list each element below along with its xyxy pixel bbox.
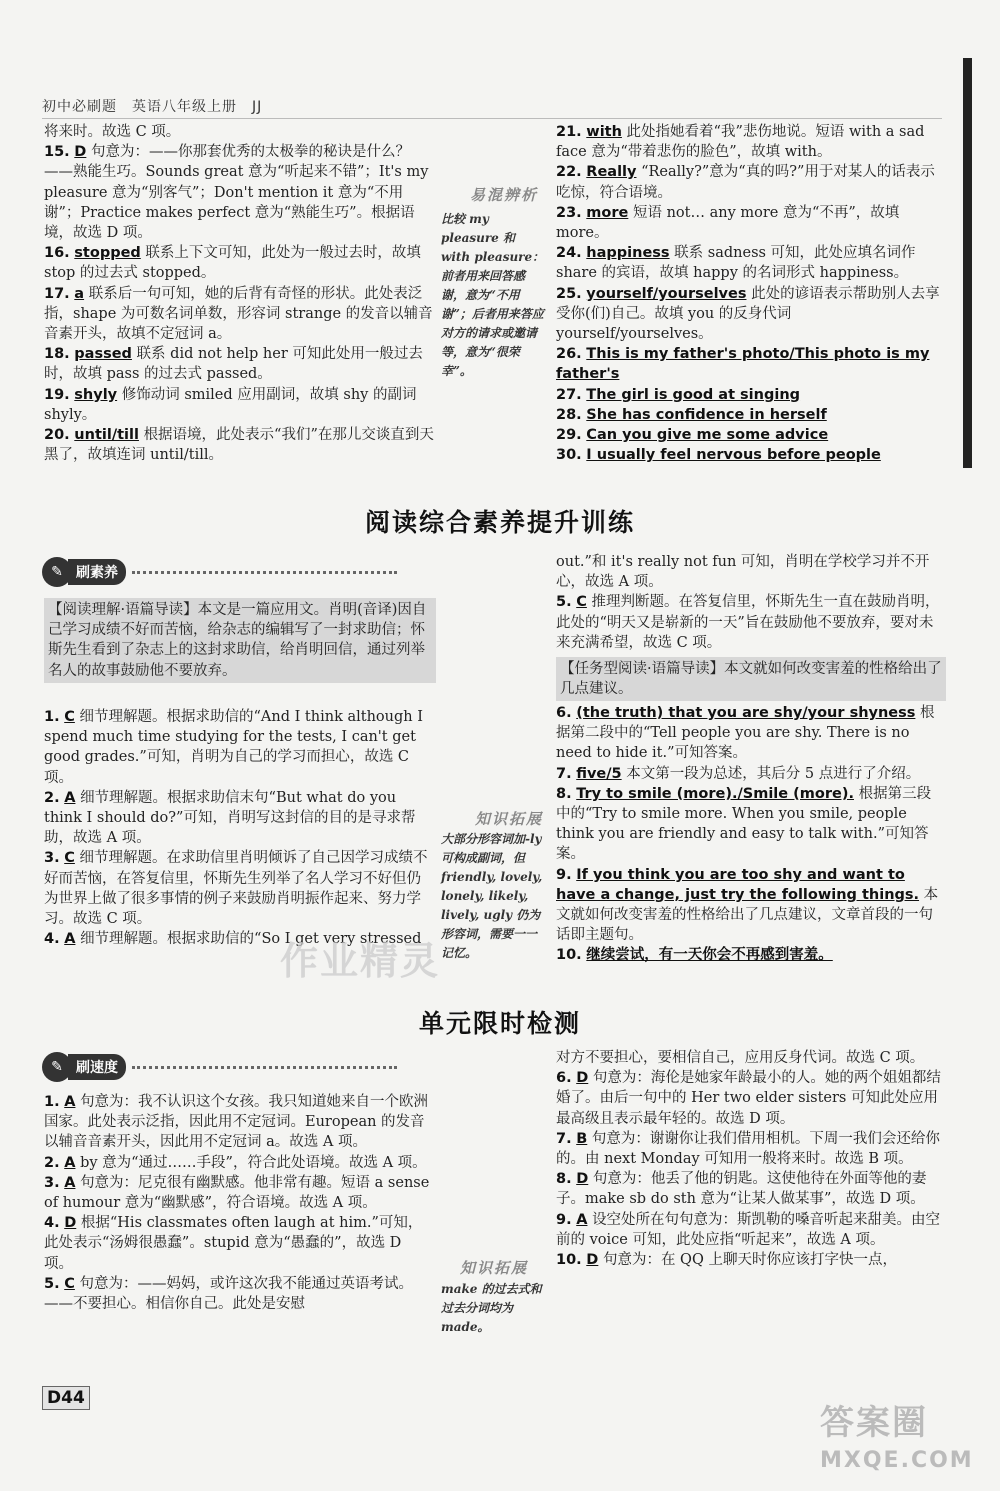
item-explanation: 对方不要担心，要相信自己，应用反身代词。故选 C 项。 (556, 1050, 925, 1066)
item-explanation: 句意为：——妈妈，或许这次我不能通过英语考试。——不要担心。相信你自己。此处是安慰 (44, 1275, 413, 1313)
item-answer: A (576, 1211, 588, 1228)
side-note-3-title: 知识拓展 (460, 1259, 529, 1277)
item-explanation: 细节理解题。根据求助信的“So I get very stressed (80, 931, 422, 948)
item-number: 29. (556, 427, 582, 444)
item-answer: She has confidence in herself (586, 406, 827, 423)
item-explanation: 句意为：海伦是她家年龄最小的人。她的两个姐姐都结婚了。由后一句中的 Her two elder sisters 可知此处应用最高级且表示最年轻的。故选 D 项。 (556, 1070, 941, 1127)
item-number: 4. (44, 1215, 60, 1232)
pencil-icon: ✎ (42, 1052, 72, 1082)
item-answer: five/5 (576, 765, 622, 782)
badge-label: 刷速度 (68, 1054, 126, 1080)
item-answer: I usually feel nervous before people (586, 447, 881, 464)
answer-item (556, 784, 944, 865)
section2-left-column (44, 1092, 432, 1314)
answer-item (556, 1129, 944, 1169)
answer-item (556, 203, 944, 243)
item-answer: passed (74, 346, 132, 363)
item-answer: D (74, 144, 87, 161)
item-explanation: 句意为：我不认识这个女孩。我只知道她来自一个欧洲国家。此处表示泛指，因此用不定冠词。European 的发音以辅音音素开头，因此用不定冠词 a。故选 A 项。 (44, 1094, 429, 1151)
answer-item (556, 1068, 944, 1129)
answer-item (44, 1274, 432, 1314)
answer-item (44, 385, 434, 425)
answer-item (44, 848, 432, 929)
answer-item (44, 344, 434, 384)
item-number: 6. (556, 705, 572, 721)
item-number: 10. (556, 947, 582, 964)
left-top-column (44, 122, 434, 465)
item-answer: A (64, 931, 76, 948)
answer-item (44, 1153, 432, 1173)
answer-item (556, 425, 944, 445)
item-explanation: 细节理解题。根据求助信末句“But what do you think I should do?”可知，肖明写这封信的目的是寻求帮助，故选 A 项。 (44, 789, 416, 847)
item-answer: D (64, 1215, 77, 1232)
item-explanation: 将来时。故选 C 项。 (44, 124, 181, 140)
answer-item (556, 284, 944, 345)
item-explanation: 推理判断题。在答复信里，怀斯先生一直在鼓励肖明，此处的“明天又是崭新的一天”旨在鼓励他不要放弃，要对未来充满希望，故选 C 项。 (556, 594, 940, 651)
answer-item (556, 703, 944, 764)
item-number: 10. (556, 1252, 582, 1269)
item-explanation: 句意为：他丢了他的钥匙。这使他待在外面等他的妻子。make sb do sth 意为“让某人做某事”，故选 D 项。 (556, 1171, 927, 1208)
item-number: 23. (556, 204, 582, 221)
item-explanation: 根据语境，此处表示“我们”在那儿交谈直到天黑了，故填连词 until/till。 (44, 427, 434, 464)
item-explanation: 联系 did not help her 可知此处用一般过去时，故填 pass 的过去式 passed。 (44, 346, 423, 383)
item-answer: C (64, 850, 75, 867)
badge-shusuyang (42, 557, 397, 587)
item-explanation: 此处指她看着“我”悲伤地说。短语 with a sad face 意为“带着悲伤的脸色”，故填 with。 (556, 124, 925, 161)
header-divider (42, 118, 942, 119)
reading-guide-box: 【阅读理解·语篇导读】本文是一篇应用文。肖明(音译)因自己学习成绩不好而苦恼，给杂志的编辑写了一封求助信；怀斯先生看到了杂志上的这封求助信，给肖明回信，通过列举名人的故事鼓励他不要放弃。 (44, 598, 436, 683)
answer-item (556, 1048, 944, 1068)
item-number: 28. (556, 406, 582, 423)
page-header: 初中必刷题 英语八年级上册 JJ (42, 99, 263, 115)
item-answer: C (64, 1275, 75, 1292)
item-number: 3. (44, 850, 60, 867)
item-explanation: 细节理解题。根据求助信的“And I think although I spend much time studying for the tests, I can't get good grades.”可知，肖明为自己的学习而担心，故选 C 项。 (44, 709, 423, 786)
answer-item (44, 1173, 432, 1213)
item-answer: B (576, 1130, 588, 1147)
answer-item (556, 945, 944, 965)
item-number: 24. (556, 245, 582, 262)
badge-label: 刷素养 (68, 559, 126, 585)
item-explanation: out.”和 it's really not fun 可知，肖明在学校学习并不开心，故选 A 项。 (556, 554, 930, 591)
item-answer: happiness (586, 245, 670, 262)
answer-item (556, 764, 944, 784)
dotted-divider (132, 1066, 397, 1069)
item-number: 25. (556, 285, 582, 302)
item-answer: A (64, 1174, 76, 1191)
section-title-unit-test: 单元限时检测 (418, 1009, 581, 1038)
item-answer: a (74, 285, 85, 302)
item-explanation: 联系上下文可知，此处为一般过去时，故填 stop 的过去式 stopped。 (44, 245, 421, 282)
item-answer: If you think you are too shy and want to have a change, just try the following things. (556, 866, 920, 903)
section2-right-column (556, 1048, 944, 1270)
item-number: 26. (556, 346, 582, 363)
item-answer: A (64, 1094, 76, 1110)
item-explanation: 根据第二段中的“Tell people you are shy. There is no need to hide it.”可知答案。 (556, 705, 935, 762)
item-explanation: 联系 sadness 可知，此处应填名词作 share 的宾语，故填 happy 的名词形式 happiness。 (556, 245, 916, 282)
item-explanation: 短语 not… any more 意为“不再”，故填 more。 (556, 204, 900, 242)
answer-item (556, 1210, 944, 1250)
item-number: 5. (44, 1275, 60, 1292)
item-number: 6. (556, 1070, 572, 1087)
answer-item (556, 592, 944, 653)
answer-item (44, 788, 432, 849)
answer-item (44, 707, 432, 788)
item-answer: D (586, 1252, 599, 1269)
item-number: 3. (44, 1174, 60, 1191)
pencil-icon: ✎ (42, 557, 72, 587)
item-number: 30. (556, 447, 582, 464)
answer-item (44, 425, 434, 465)
item-answer: Really (586, 164, 637, 181)
item-number: 21. (556, 124, 582, 140)
item-explanation: 句意为：在 QQ 上聊天时你应该打字快一点， (602, 1252, 897, 1269)
answer-item (556, 405, 944, 425)
answer-item (556, 344, 944, 384)
side-note-2: 大部分形容词加-ly 可构成副词，但 friendly, lovely, lonely, likely, lively, ugly 仍为形容词，需要一一记忆。 (441, 832, 543, 960)
item-number: 9. (556, 1211, 572, 1228)
section1-right-column-2 (556, 703, 944, 966)
section1-left-column (44, 707, 432, 949)
item-number: 1. (44, 709, 60, 725)
dotted-divider (132, 571, 397, 574)
badge-shusudu (42, 1052, 397, 1082)
item-explanation: 根据“His classmates often laugh at him.”可知，此处表示“汤姆很愚蠢”。stupid 意为“愚蠢的”，故选 D 项。 (44, 1215, 423, 1272)
item-explanation: “Really?”意为“真的吗?”用于对某人的话表示吃惊，符合语境。 (556, 164, 935, 201)
watermark-bottom-right: 答案圈 (820, 1403, 928, 1443)
answer-item (556, 552, 944, 592)
section-title-reading: 阅读综合素养提升训练 (364, 508, 635, 537)
item-answer: 继续尝试，有一天你会不再感到害羞。 (586, 947, 833, 964)
side-note-3: make 的过去式和过去分词均为 made。 (441, 1282, 542, 1334)
item-answer: Can you give me some advice (586, 427, 829, 444)
item-number: 27. (556, 386, 582, 403)
item-explanation: 句意为：——你那套优秀的太极拳的秘诀是什么？——熟能生巧。Sounds great 意为“听起来不错”；It's my pleasure 意为“别客气”；Don't mention it 意为“不用谢”；Practice makes perfect 意为“熟能生巧”。根据语境，故选 D 项。 (44, 144, 429, 242)
item-answer: C (64, 709, 75, 725)
answer-item (44, 122, 434, 142)
page-number: D44 (42, 1386, 90, 1410)
answer-item (556, 243, 944, 283)
item-explanation: 联系后一句可知，她的后背有奇怪的形状。此处表泛指，shape 为可数名词单数，形容词 strange 的发音以辅音音素开头，故填不定冠词 a。 (44, 285, 433, 343)
item-answer: with (586, 124, 622, 140)
answer-item (44, 284, 434, 345)
right-top-column (556, 122, 944, 465)
item-number: 8. (556, 1171, 572, 1188)
item-answer: more (586, 204, 629, 221)
side-note-1: 比较 my pleasure 和 with pleasure：前者用来回答感谢，意为“不用谢”；后者用来答应对方的请求或邀请等，意为“很荣幸”。 (441, 212, 545, 378)
item-number: 16. (44, 245, 70, 262)
item-number: 7. (556, 765, 572, 782)
item-number: 2. (44, 789, 60, 806)
item-number: 18. (44, 346, 70, 363)
item-number: 19. (44, 386, 70, 403)
answer-item (556, 122, 944, 162)
item-number: 2. (44, 1154, 60, 1171)
answer-item (556, 865, 944, 946)
item-number: 15. (44, 144, 70, 161)
answer-item (44, 1092, 432, 1153)
item-explanation: 句意为：谢谢你让我们借用相机。下周一我们会还给你的。由 next Monday 可知用一般将来时。故选 B 项。 (556, 1130, 940, 1168)
answer-item (556, 162, 944, 202)
edge-bar (963, 58, 972, 468)
item-explanation: by 意为“通过……手段”，符合此处语境。故选 A 项。 (80, 1154, 427, 1171)
item-number: 17. (44, 285, 70, 302)
answer-item (556, 1250, 944, 1270)
item-answer: (the truth) that you are shy/your shyness (576, 705, 916, 721)
item-answer: yourself/yourselves (586, 285, 747, 302)
task-guide-box: 【任务型阅读·语篇导读】本文就如何改变害羞的性格给出了几点建议。 (556, 657, 946, 701)
item-number: 22. (556, 164, 582, 181)
item-answer: D (576, 1171, 589, 1188)
item-explanation: 本文第一段为总述，其后分 5 点进行了介绍。 (626, 765, 921, 782)
item-number: 20. (44, 427, 70, 444)
item-answer: A (64, 789, 76, 806)
item-explanation: 本文就如何改变害羞的性格给出了几点建议，文章首段的一句话即主题句。 (556, 886, 939, 944)
answer-item (556, 385, 944, 405)
item-answer: A (64, 1154, 76, 1171)
item-explanation: 此处的谚语表示帮助别人去享受你(们)自己。故填 you 的反身代词 yourself/yourselves。 (556, 285, 940, 343)
item-number: 1. (44, 1094, 60, 1110)
item-answer: C (576, 594, 587, 611)
item-number: 8. (556, 785, 572, 802)
item-answer: stopped (74, 245, 141, 262)
item-answer: shyly (74, 386, 118, 403)
item-explanation: 根据第三段中的“Try to smile more. When you smile, people think you are friendly and easy to talk with.”可知答案。 (556, 785, 932, 863)
item-number: 5. (556, 594, 572, 611)
answer-item (44, 142, 434, 243)
answer-item (44, 1213, 432, 1274)
item-explanation: 细节理解题。在求助信里肖明倾诉了自己因学习成绩不好而苦恼，在答复信里，怀斯先生列举了名人学习不好但仍为世界上做了很多事情的例子来鼓励肖明振作起来、努力学习。故选 C 项。 (44, 850, 428, 928)
answer-item (44, 243, 434, 283)
item-number: 9. (556, 866, 572, 883)
item-explanation: 修饰动词 smiled 应用副词，故填 shy 的副词 shyly。 (44, 386, 417, 423)
item-number: 4. (44, 931, 60, 948)
answer-item (556, 1169, 944, 1209)
side-note-2-title: 知识拓展 (475, 810, 544, 828)
side-note-1-title: 易混辨析 (470, 186, 539, 204)
item-answer: D (576, 1070, 589, 1087)
item-answer: until/till (74, 427, 139, 444)
section1-right-column (556, 552, 944, 653)
item-answer: This is my father's photo/This photo is my father's (556, 346, 930, 383)
watermark-site: MXQE.COM (820, 1448, 974, 1473)
watermark-center: 作业精灵 (280, 939, 441, 983)
item-explanation: 句意为：尼克很有幽默感。他非常有趣。短语 a sense of humour 意为“幽默感”，符合语境。故选 A 项。 (44, 1174, 430, 1212)
item-answer: Try to smile (more)./Smile (more). (576, 785, 854, 802)
item-explanation: 设空处所在句句意为：斯凯勒的嗓音听起来甜美。由空前的 voice 可知，此处应指“听起来”，故选 A 项。 (556, 1211, 941, 1248)
item-number: 7. (556, 1130, 572, 1147)
item-answer: The girl is good at singing (586, 386, 801, 403)
answer-item (556, 445, 944, 465)
